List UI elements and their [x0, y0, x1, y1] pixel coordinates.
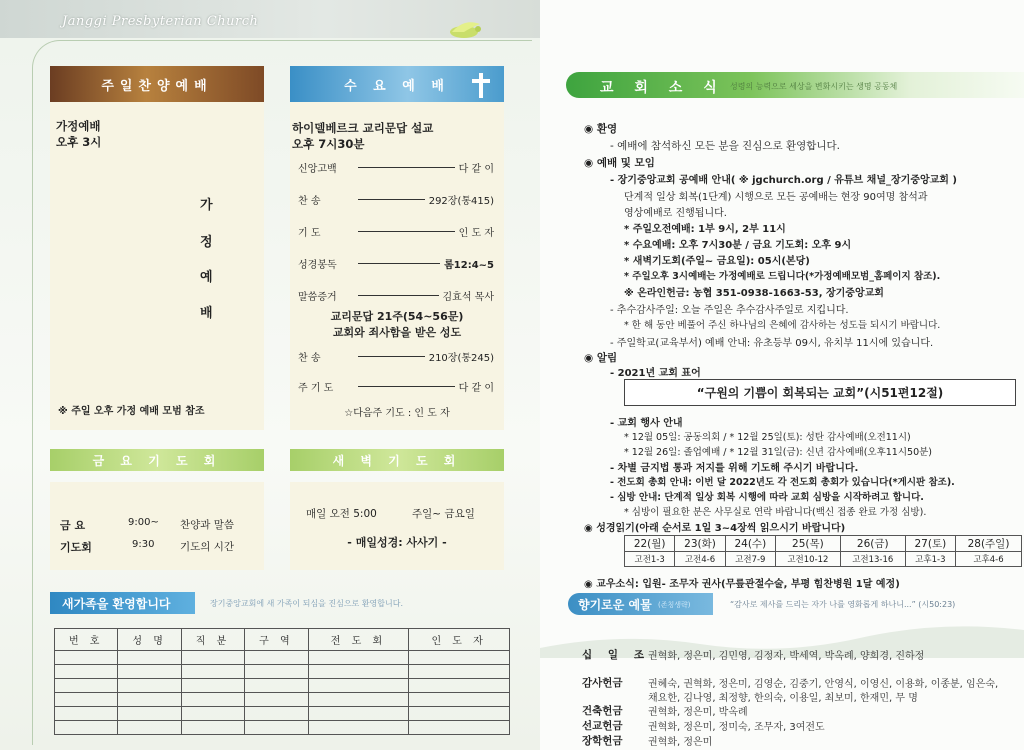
order-label: 찬 송 — [298, 196, 321, 207]
news-line: * 12월 26일: 졸업예배 / * 12월 31일(금): 신년 감사예배(오후11시50분) — [624, 447, 932, 458]
reading-day: 22(월) — [625, 536, 675, 552]
order-label: 말씀증거 — [298, 292, 337, 303]
reading-chapters: 고후4-6 — [956, 552, 1022, 567]
vertical-char: 배 — [200, 306, 213, 321]
offering-label: 장학헌금 — [582, 735, 623, 747]
news-line: - 2021년 교회 표어 — [610, 368, 701, 379]
order-leader-line — [358, 295, 439, 296]
reading-day: 27(토) — [905, 536, 955, 552]
wednesday-time: 오후 7시30분 — [292, 137, 365, 151]
right-page — [540, 0, 1024, 750]
news-line: * 12월 05일: 공동의회 / * 12월 25일(토): 성탄 감사예배(오전11시) — [624, 432, 911, 443]
vertical-char: 정 — [200, 235, 213, 250]
order-leader-line — [358, 386, 455, 387]
order-row — [298, 349, 494, 364]
sunday-title: 가정예배 — [56, 119, 101, 133]
wednesday-title: 하이델베르크 교리문답 설교 — [292, 121, 434, 135]
newcomer-table — [54, 628, 510, 735]
column-header: 구 역 — [245, 629, 308, 651]
sunday-note: ※ 주일 오후 가정 예배 모범 참조 — [58, 406, 205, 417]
column-header: 성 명 — [118, 629, 181, 651]
news-line: 단계적 일상 회복(1단계) 시행으로 모든 공예배는 현장 90여명 참석과 — [624, 192, 928, 203]
order-label: 신앙고백 — [298, 164, 337, 175]
column-header: 전 도 회 — [308, 629, 409, 651]
table-row — [625, 536, 1022, 552]
news-line: - 장기중앙교회 공예배 안내( ※ jgchurch.org / 유튜브 채널_장기중앙교회 ) — [610, 175, 958, 186]
vertical-char: 예 — [200, 270, 213, 285]
reading-day: 26(금) — [840, 536, 905, 552]
reading-chapters: 고전4-6 — [675, 552, 725, 567]
newcomer-title: 새가족을 환영합니다 — [50, 592, 195, 614]
table-row — [55, 679, 510, 693]
news-line: - 주일학교(교육부서) 예배 안내: 유초등부 09시, 유치부 11시에 있습니다. — [610, 338, 934, 349]
news-line: * 수요예배: 오후 7시30분 / 금요 기도회: 오후 9시 — [624, 240, 852, 251]
order-label: 성경봉독 — [298, 260, 337, 271]
table-row — [55, 651, 510, 665]
news-line: * 새벽기도회(주일~ 금요일): 05시(본당) — [624, 256, 810, 267]
order-row — [298, 192, 494, 207]
offering-label: 선교헌금 — [582, 720, 623, 732]
table-row — [625, 552, 1022, 567]
next-prayer: ☆다음주 기도 : 인 도 자 — [344, 408, 450, 419]
sermon-line-2: 교회와 죄사함을 받은 성도 — [332, 326, 462, 339]
offering-verse: “감사로 제사를 드리는 자가 나를 영화롭게 하나니...” (시50:23) — [730, 600, 956, 609]
news-line: * 주일오전예배: 1부 9시, 2부 11시 — [624, 224, 786, 235]
order-value: 인 도 자 — [458, 228, 494, 239]
news-line: - 심방 안내: 단계적 일상 회복 시행에 따라 교회 심방을 시작하려고 합니다. — [610, 492, 924, 503]
cross-icon — [466, 70, 496, 100]
offering-names: 권혁화, 정은미, 김민영, 김정자, 박세역, 박옥례, 양희경, 진하정 — [648, 651, 925, 662]
column-header: 인 도 자 — [409, 629, 510, 651]
member-news: ◉ 교우소식: 입원- 조무자 권사(무릎관절수술, 부평 힘찬병원 1달 예정) — [584, 579, 900, 590]
friday-row-label: 금 요 — [60, 519, 86, 532]
offering-names: 권혁화, 정은미, 정미숙, 조무자, 3여전도 — [648, 722, 825, 733]
reading-day: 24(수) — [725, 536, 775, 552]
news-line: * 주일오후 3시예배는 가정예배로 드립니다(*가정예배모범_홈페이지 참조). — [624, 271, 941, 282]
order-leader-line — [358, 356, 425, 357]
reading-chapters: 고전1-3 — [625, 552, 675, 567]
church-news-subtitle: 성령의 능력으로 세상을 변화시키는 생명 공동체 — [730, 82, 898, 91]
friday-row-desc: 기도의 시간 — [180, 541, 235, 553]
order-leader-line — [358, 231, 455, 232]
vertical-char: 가 — [200, 198, 213, 213]
order-row — [298, 224, 494, 239]
friday-row-time: 9:00~ — [128, 517, 159, 528]
reading-chapters: 고전7-9 — [725, 552, 775, 567]
table-row — [55, 665, 510, 679]
order-value: 다 같 이 — [458, 383, 494, 394]
table-row — [55, 707, 510, 721]
order-value: 롬12:4~5 — [444, 260, 494, 271]
church-name: Janggi Presbyterian Church — [62, 14, 259, 29]
column-header: 번 호 — [55, 629, 118, 651]
reading-chapters: 고전10-12 — [775, 552, 840, 567]
offering-honorific-note: (존칭생략) — [658, 601, 691, 609]
table-row — [55, 721, 510, 735]
friday-prayer-header: 금 요 기 도 회 — [50, 449, 264, 471]
dawn-prayer-panel — [290, 482, 504, 570]
offering-title: 향기로운 예물 — [568, 593, 713, 615]
dove-icon — [444, 16, 488, 42]
order-row — [298, 160, 494, 175]
order-label: 찬 송 — [298, 353, 321, 364]
offering-label: 감사헌금 — [582, 677, 623, 689]
news-line: ◉ 환영 — [584, 123, 618, 135]
sunday-worship-header: 주일찬양예배 — [50, 66, 264, 102]
offering-names: 권혜숙, 권혁화, 정은미, 김영순, 김중기, 안영식, 이영신, 이용화, 이종분, 임은숙, — [648, 679, 999, 690]
order-value: 김효석 목사 — [442, 292, 494, 303]
friday-row-label: 기도회 — [60, 541, 92, 554]
news-line: - 예배에 참석하신 모든 분을 진심으로 환영합니다. — [610, 140, 841, 152]
offering-names: 권혁화, 정은미 — [648, 737, 713, 748]
news-line: - 차별 금지법 통과 저지를 위해 기도해 주시기 바랍니다. — [610, 463, 859, 474]
offering-label: 건축헌금 — [582, 705, 623, 717]
reading-day: 23(화) — [675, 536, 725, 552]
order-value: 210장(통245) — [428, 353, 494, 364]
order-row — [298, 288, 494, 303]
newcomer-note: 장기중앙교회에 새 가족이 되심을 진심으로 환영합니다. — [210, 599, 403, 608]
order-leader-line — [358, 167, 455, 168]
friday-row-time: 9:30 — [132, 539, 155, 550]
reading-day: 25(목) — [775, 536, 840, 552]
news-line: 영상예배로 진행됩니다. — [624, 208, 727, 219]
column-header: 직 분 — [181, 629, 244, 651]
friday-prayer-panel — [50, 482, 264, 570]
sunday-worship-panel — [50, 66, 264, 430]
order-row — [298, 256, 494, 271]
reading-chapters: 고후1-3 — [905, 552, 955, 567]
dawn-time: 매일 오전 5:00 — [306, 508, 377, 520]
reading-day: 28(주일) — [956, 536, 1022, 552]
order-leader-line — [358, 263, 440, 264]
news-line: ◉ 알림 — [584, 352, 618, 364]
news-line: - 전도회 총회 안내: 이번 달 2022년도 각 전도회 총회가 있습니다(*게시판 참조). — [610, 477, 955, 488]
news-line: - 추수감사주일: 오늘 주일은 추수감사주일로 지킵니다. — [610, 305, 849, 316]
news-line: * 한 해 동안 베풀어 주신 하나님의 은혜에 감사하는 성도들 되시기 바랍니다. — [624, 320, 941, 331]
order-value: 다 같 이 — [458, 164, 494, 175]
wednesday-worship-header: 수 요 예 배 — [290, 66, 504, 102]
order-value: 292장(통415) — [428, 196, 494, 207]
news-line: * 심방이 필요한 분은 사무실로 연락 바랍니다(백신 접종 완료 가정 심방). — [624, 507, 927, 518]
church-motto-box: “구원의 기쁨이 회복되는 교회”(시51편12절) — [624, 379, 1016, 406]
order-label: 주 기 도 — [298, 383, 334, 394]
order-row — [298, 379, 494, 394]
offering-label: 십 일 조 — [582, 649, 644, 661]
reading-chapters: 고전13-16 — [840, 552, 905, 567]
news-line: ※ 온라인헌금: 농협 351-0938-1663-53, 장기중앙교회 — [624, 288, 884, 299]
news-line: ◉ 성경읽기(아래 순서로 1일 3~4장씩 읽으시기 바랍니다) — [584, 523, 846, 534]
offering-names: 권혁화, 정은미, 박옥례 — [648, 707, 748, 718]
bible-reading-table — [624, 535, 1022, 567]
news-line: ◉ 예배 및 모임 — [584, 157, 655, 169]
news-line: - 교회 행사 안내 — [610, 418, 683, 429]
church-news-title: 교 회 소 식 — [600, 80, 725, 96]
sunday-time: 오후 3시 — [56, 135, 102, 149]
table-header-row — [55, 629, 510, 651]
order-leader-line — [358, 199, 425, 200]
wednesday-worship-panel — [290, 66, 504, 430]
sermon-line-1: 교리문답 21주(54~56문) — [330, 310, 464, 323]
table-row — [55, 693, 510, 707]
offering-names: 채요한, 김나영, 최정향, 한의숙, 이용일, 최보미, 한재민, 무 명 — [648, 693, 918, 704]
friday-row-desc: 찬양과 말씀 — [180, 519, 235, 531]
order-label: 기 도 — [298, 228, 321, 239]
dawn-days: 주일~ 금요일 — [412, 508, 475, 520]
dawn-prayer-header: 새 벽 기 도 회 — [290, 449, 504, 471]
dawn-bible-reading: - 매일성경: 사사기 - — [347, 536, 447, 549]
